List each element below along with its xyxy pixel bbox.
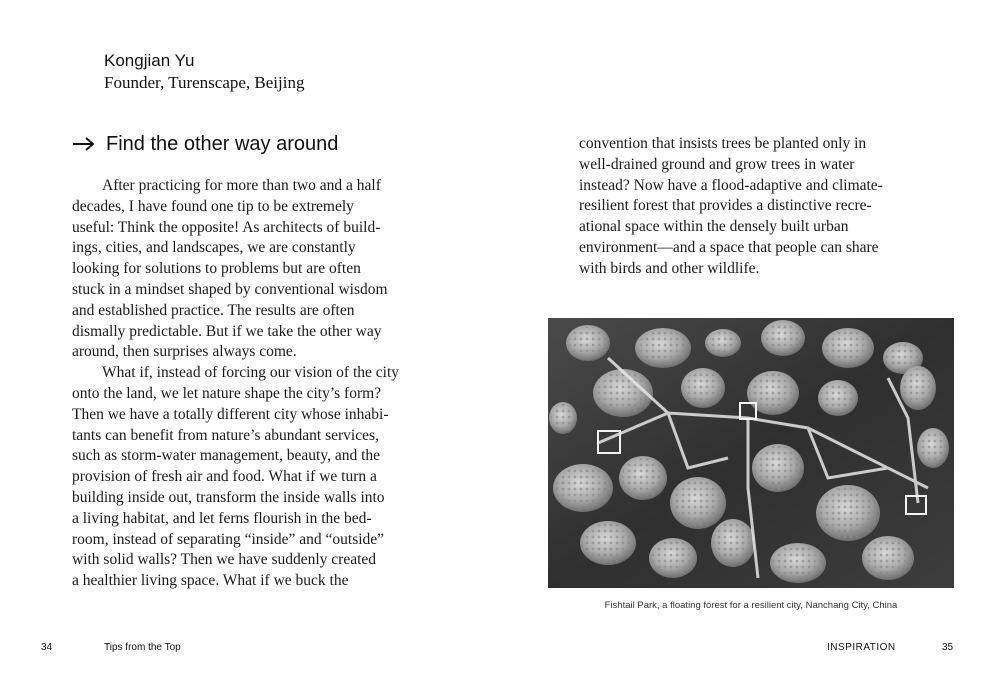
author-block xyxy=(104,50,304,94)
body-line: instead? Now have a flood-adaptive and climate- xyxy=(579,176,883,194)
left-page-number: 34 xyxy=(41,642,53,653)
body-line: provision of fresh air and food. What if we turn a xyxy=(72,468,377,486)
body-line: environment—and a space that people can share xyxy=(579,238,879,256)
body-line: After practicing for more than two and a half xyxy=(102,177,381,194)
body-line: well-drained ground and grow trees in water xyxy=(579,155,855,173)
body-line: and established practice. The results are often xyxy=(72,301,355,319)
body-line: useful: Think the opposite! As architects of build- xyxy=(72,218,381,236)
body-line: building inside out, transform the inside walls into xyxy=(72,488,385,506)
author-role: Founder, Turenscape, Beijing xyxy=(104,73,305,92)
right-running-head: INSPIRATION xyxy=(827,642,896,653)
body-line: a living habitat, and let ferns flourish in the bed- xyxy=(72,509,372,527)
right-body-column xyxy=(579,134,939,280)
body-line: Then we have a totally different city whose inhabi- xyxy=(72,405,389,423)
body-line: room, instead of separating “inside” and “outside” xyxy=(72,530,385,548)
body-line: convention that insists trees be planted only in xyxy=(579,135,867,152)
body-line: decades, I have found one tip to be extremely xyxy=(72,197,354,215)
body-line: tants can benefit from nature’s abundant services, xyxy=(72,426,379,444)
left-running-head: Tips from the Top xyxy=(104,642,181,653)
body-line: a healthier living space. What if we buck the xyxy=(72,572,349,590)
body-line: resilient forest that provides a distinctive recre- xyxy=(579,197,872,215)
body-line: What if, instead of forcing our vision of the city xyxy=(102,364,400,382)
aerial-forest-image xyxy=(548,318,954,588)
section-heading xyxy=(72,131,338,157)
author-name: Kongjian Yu xyxy=(104,51,195,70)
body-line: with birds and other wildlife. xyxy=(579,259,760,277)
body-line: around, then surprises always come. xyxy=(72,343,297,361)
body-line: ings, cities, and landscapes, we are constantly xyxy=(72,239,356,257)
body-line: with solid walls? Then we have suddenly created xyxy=(72,551,377,569)
right-page-number: 35 xyxy=(942,642,954,653)
body-line: such as storm-water management, beauty, and the xyxy=(72,447,381,465)
section-heading-text: Find the other way around xyxy=(106,133,339,155)
body-line: ational space within the densely built urban xyxy=(579,218,849,236)
body-line: looking for solutions to problems but are often xyxy=(72,260,361,278)
body-line: onto the land, we let nature shape the city’s form? xyxy=(72,384,382,402)
photo-caption: Fishtail Park, a floating forest for a resilient city, Nanchang City, China xyxy=(604,600,898,611)
body-line: stuck in a mindset shaped by conventional wisdom xyxy=(72,280,388,298)
body-line: dismally predictable. But if we take the other way xyxy=(72,322,382,340)
arrow-right-icon xyxy=(72,136,96,152)
left-body-column xyxy=(72,176,422,592)
aerial-photo xyxy=(548,318,954,588)
